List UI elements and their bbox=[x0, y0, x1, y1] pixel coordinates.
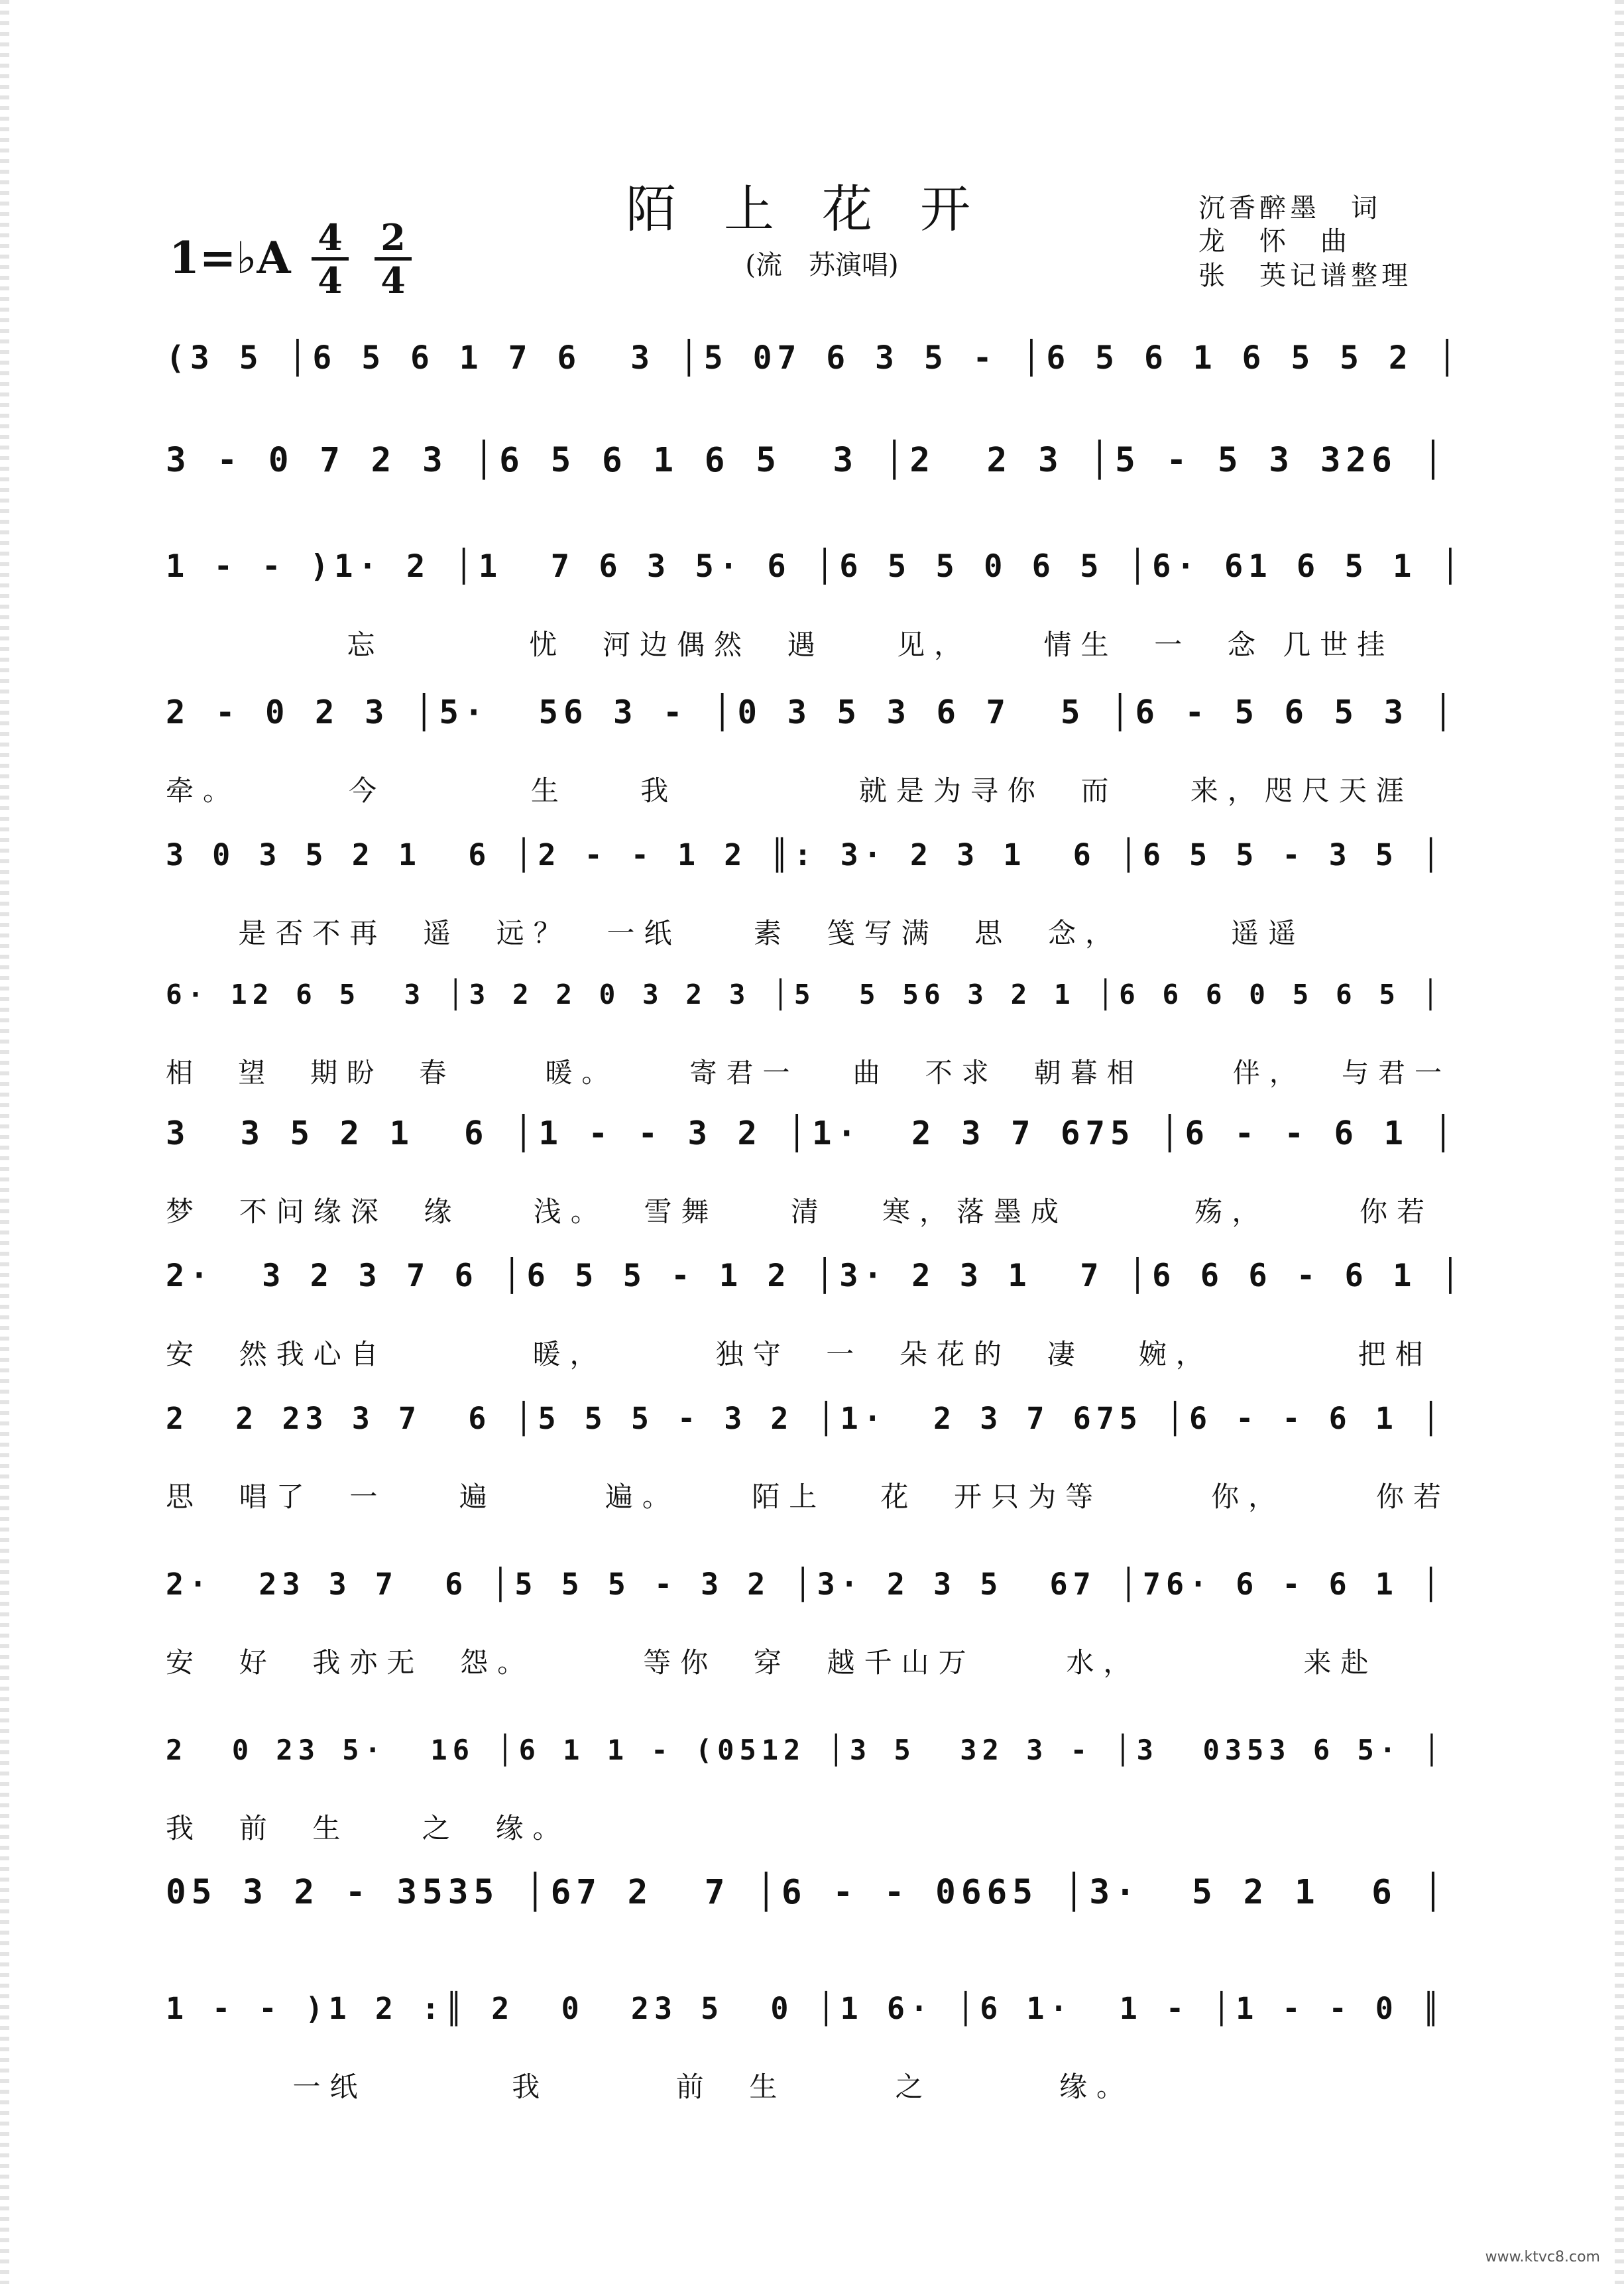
time-signature-2-4 bbox=[375, 216, 412, 302]
watermark: www.ktvc8.com bbox=[1485, 2249, 1600, 2265]
lyrics-line: 一纸 我 前 生 之 缘。 bbox=[166, 2071, 1133, 2103]
lyrics-line: 安 然我心自 暖， 独守 一 朵花的 凄 婉， 把相 bbox=[166, 1338, 1432, 1370]
score-system bbox=[166, 1389, 1465, 1522]
time-sig-denominator: 4 bbox=[380, 259, 406, 302]
arranger-credit: 张 英记谱整理 bbox=[1198, 261, 1412, 291]
score-system bbox=[166, 1863, 1465, 1996]
notation-line: 2 2 23 3 7 6 │5 5 5 - 3 2 │1· 2 3 7 675 │6 - - 6 1 │ bbox=[166, 1401, 1446, 1436]
singer-credit: (流 苏演唱) bbox=[745, 250, 899, 280]
score-system bbox=[166, 1555, 1465, 1687]
score-system bbox=[166, 1979, 1465, 2112]
score-system bbox=[166, 683, 1465, 815]
lyrics-line: 忘 忧 河边偶然 遇 见， 情生 一 念 几世挂 bbox=[166, 629, 1395, 661]
time-signature-4-4 bbox=[312, 216, 349, 302]
notation-line: 3 - 0 7 2 3 │6 5 6 1 6 5 3 │2 2 3 │5 - 5 3 326 │ bbox=[166, 441, 1449, 480]
notation-line: 1 - - )1 2 :║ 2 0 23 5 0 │1 6· │6 1· 1 - │1 - - 0 ║ bbox=[166, 1991, 1446, 2026]
right-border bbox=[1615, 0, 1624, 2284]
notation-line: 3 3 5 2 1 6 │1 - - 3 2 │1· 2 3 7 675 │6 - - 6 1 │ bbox=[166, 1114, 1459, 1152]
song-title: 陌上花开 bbox=[626, 180, 1018, 239]
notation-line: 1 - - )1· 2 │1 7 6 3 5· 6 │6 5 5 0 6 5 │6· 61 6 5 1 │ bbox=[166, 548, 1466, 585]
lyrics-line: 牵。 今 生 我 就是为寻你 而 来，咫尺天涯 bbox=[166, 774, 1413, 807]
notation-line: 2· 3 2 3 7 6 │6 5 5 - 1 2 │3· 2 3 1 7 │6 6 6 - 6 1 │ bbox=[166, 1258, 1466, 1294]
lyricist-credit: 沉香醉墨 词 bbox=[1198, 193, 1381, 223]
notation-line: 2· 23 3 7 6 │5 5 5 - 3 2 │3· 2 3 5 67 │76· 6 - 6 1 │ bbox=[166, 1567, 1446, 1602]
score-system bbox=[166, 1720, 1465, 1853]
time-sig-denominator: 4 bbox=[318, 259, 343, 302]
lyrics-line: 安 好 我亦无 怨。 等你 穿 越千山万 水， 来赴 bbox=[166, 1646, 1378, 1679]
score-system bbox=[166, 1104, 1465, 1236]
lyrics-line: 梦 不问缘深 缘 浅。 雪舞 清 寒，落墨成 殇， 你若 bbox=[166, 1195, 1434, 1228]
lyrics-line: 我 前 生 之 缘。 bbox=[166, 1812, 570, 1844]
score-system bbox=[166, 537, 1465, 670]
composer-credit: 龙 怀 曲 bbox=[1198, 226, 1351, 257]
score-system bbox=[166, 825, 1465, 958]
time-sig-numerator: 2 bbox=[380, 216, 406, 259]
lyrics-line: 思 唱了 一 遍 遍。 陌上 花 开只为等 你， 你若 bbox=[166, 1480, 1450, 1513]
notation-line: (3 5 │6 5 6 1 7 6 3 │5 07 6 3 5 - │6 5 6 1 6 5 5 2 │ bbox=[166, 339, 1462, 377]
notation-line: 2 - 0 2 3 │5· 56 3 - │0 3 5 3 6 7 5 │6 - 5 6 5 3 │ bbox=[166, 693, 1459, 731]
notation-line: 3 0 3 5 2 1 6 │2 - - 1 2 ║: 3· 2 3 1 6 │6 5 5 - 3 5 │ bbox=[166, 837, 1446, 872]
score-system bbox=[166, 1246, 1465, 1379]
lyrics-line: 相 望 期盼 春 暖。 寄君一 曲 不求 朝暮相 伴， 与君一 bbox=[166, 1057, 1451, 1089]
notation-line: 2 0 23 5· 16 │6 1 1 - (0512 │3 5 32 3 - │3 0353 6 5· │ bbox=[166, 1734, 1446, 1766]
left-border bbox=[0, 0, 9, 2284]
key-signature: 1=♭A bbox=[169, 232, 291, 284]
score-system bbox=[166, 965, 1465, 1097]
notation-line: 05 3 2 - 3535 │67 2 7 │6 - - 0665 │3· 5 2 1 6 │ bbox=[166, 1873, 1449, 1912]
notation-line: 6· 12 6 5 3 │3 2 2 0 3 2 3 │5 5 56 3 2 1 │6 6 6 0 5 6 5 │ bbox=[166, 979, 1444, 1010]
lyrics-line: 是否不再 遥 远？ 一纸 素 笺写满 思 念， 遥遥 bbox=[166, 917, 1306, 949]
time-sig-numerator: 4 bbox=[318, 216, 343, 259]
